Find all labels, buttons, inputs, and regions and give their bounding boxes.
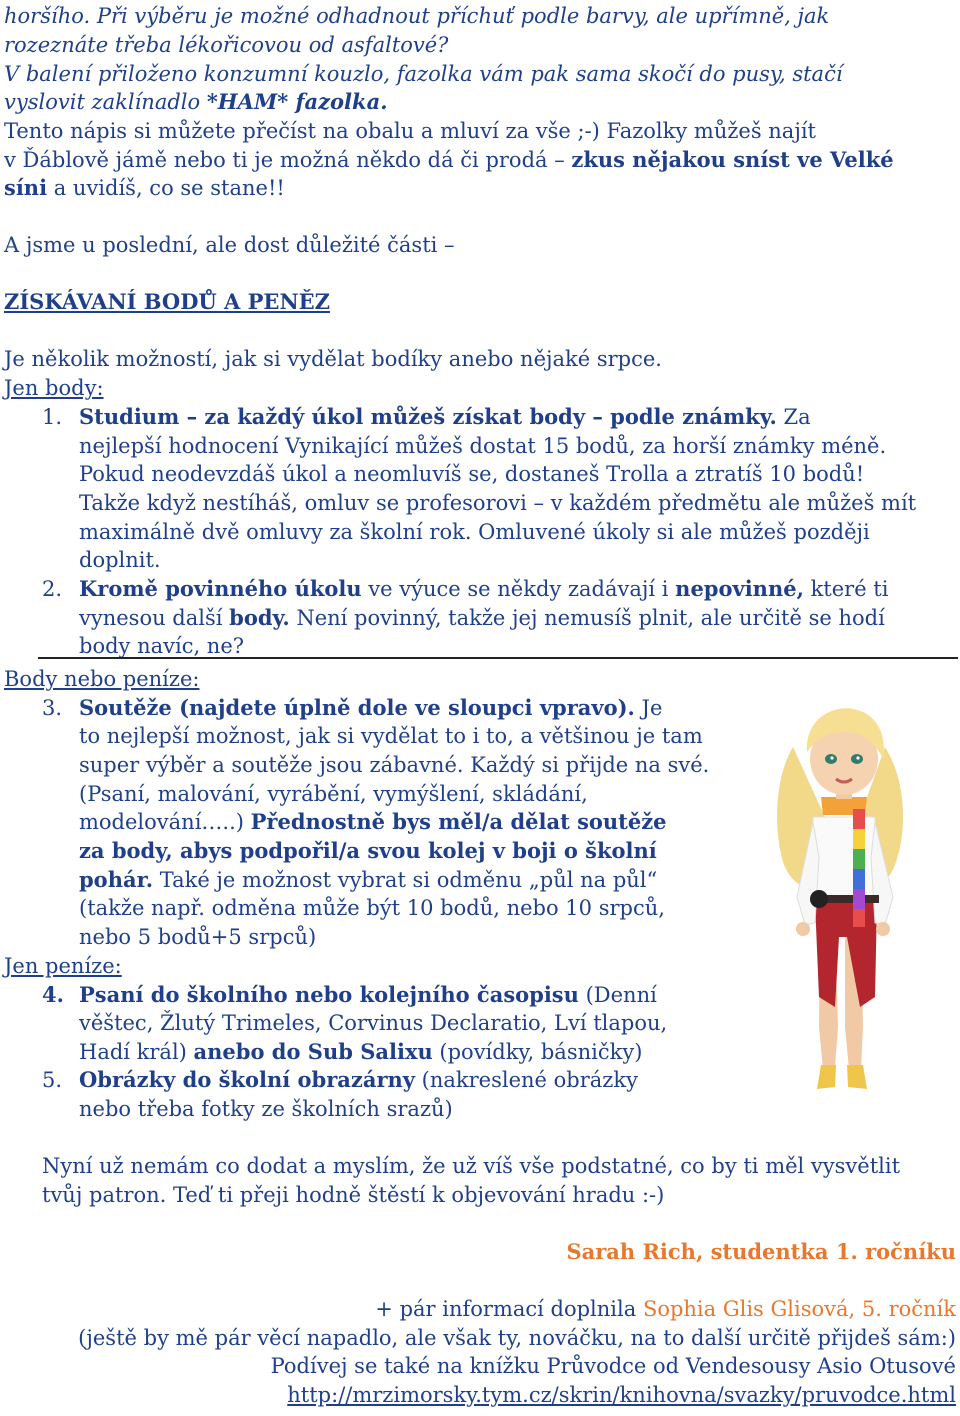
item-text: Není povinný, takže jej nemusíš plnit, ale určitě se hodí	[289, 606, 885, 630]
intro-line-4	[4, 88, 388, 117]
item-text: (nakreslené obrázky	[414, 1068, 638, 1092]
bold-text: Kromě povinného úkolu	[79, 576, 362, 601]
item-3-line-7	[79, 866, 657, 895]
credit-name: Sophia Glis Glisová, 5. ročník	[642, 1297, 956, 1321]
bold-text: zkus nějakou sníst ve Velké	[571, 147, 894, 172]
item-2-line-3: body navíc, ne?	[79, 634, 245, 658]
section-heading: ZÍSKÁVANÍ BODŮ A PENĚZ	[4, 289, 330, 314]
guide-link[interactable]: http://mrzimorsky.tym.cz/skrin/knihovna/svazky/pruvodce.html	[287, 1383, 956, 1407]
credit-prefix: + pár informací doplnila	[375, 1297, 643, 1321]
item-1-line-4: Takže když nestíháš, omluv se profesorovi – v každém předmětu ale můžeš mít	[79, 491, 917, 515]
bold-text: Psaní do školního nebo kolejního časopisu	[79, 982, 579, 1007]
item-3-line-1	[79, 694, 662, 723]
item-1-line-6: doplnit.	[79, 548, 161, 572]
item-1-line-5: maximálně dvě omluvy za školní rok. Omluvené úkoly si ale můžeš později	[79, 520, 870, 544]
bold-text: pohár.	[79, 867, 154, 892]
intro-text: vyslovit zaklínadlo	[4, 90, 207, 114]
section-intro: Je několik možností, jak si vydělat bodíky anebo nějaké srpce.	[4, 347, 662, 371]
item-text: které ti	[803, 577, 889, 601]
bold-text: Přednostně bys měl/a dělat soutěže	[250, 809, 667, 834]
item-2-number: 2.	[42, 577, 63, 601]
subheading-jen-penize: Jen peníze:	[4, 954, 122, 978]
item-3-line-9: nebo 5 bodů+5 srpců)	[79, 925, 317, 949]
item-1-line-2: nejlepší hodnocení Vynikající můžeš dostat 15 bodů, za horší známky méně.	[79, 434, 887, 458]
item-text: (povídky, básničky)	[432, 1040, 643, 1064]
item-3-line-5	[79, 808, 667, 837]
item-3-line-8: (takže např. odměna může být 10 bodů, nebo 10 srpců,	[79, 896, 665, 920]
item-4-line-2: věštec, Žlutý Trimeles, Corvinus Declaratio, Lví tlapou,	[79, 1011, 668, 1035]
item-4-line-3	[79, 1038, 642, 1067]
intro-line-7	[4, 174, 285, 203]
intro-line-5: Tento nápis si můžete přečíst na obalu a mluví za vše ;-) Fazolky můžeš najít	[4, 119, 816, 143]
item-text: Také je možnost vybrat si odměnu „půl na půl“	[153, 868, 658, 892]
bold-text: síni	[4, 175, 48, 200]
section-lead: A jsme u poslední, ale dost důležité části –	[4, 233, 455, 257]
bold-text: Obrázky do školní obrazárny	[79, 1067, 415, 1092]
item-4-line-1	[79, 981, 657, 1010]
bold-text: Soutěže (najdete úplně dole ve sloupci vpravo).	[79, 695, 635, 720]
intro-line-3: V balení přiloženo konzumní kouzlo, fazolka vám pak sama skočí do pusy, stačí	[4, 62, 843, 86]
item-4-number: 4.	[42, 982, 64, 1007]
author-signature: Sarah Rich, studentka 1. ročníku	[566, 1239, 956, 1264]
intro-line-2: rozeznáte třeba lékořicovou od asfaltové?	[4, 33, 449, 57]
item-3-number: 3.	[42, 696, 63, 720]
guide-link-line	[287, 1381, 956, 1410]
item-text: Za	[776, 405, 811, 429]
subheading-jen-body: Jen body:	[4, 376, 104, 400]
subheading-body-nebo-penize: Body nebo peníze:	[4, 667, 200, 691]
intro-text: v Ďáblově jámě nebo ti je možná někdo dá či prodá –	[4, 148, 572, 172]
item-5-line-1	[79, 1066, 638, 1095]
closing-line-2: tvůj patron. Teď ti přeji hodně štěstí k objevování hradu :-)	[42, 1183, 665, 1207]
intro-text: a uvidíš, co se stane!!	[47, 176, 285, 200]
closing-line-1: Nyní už nemám co dodat a myslím, že už víš vše podstatné, co by ti měl vysvětlit	[42, 1154, 901, 1178]
item-3-line-4: (Psaní, malování, vyrábění, vymýšlení, skládání,	[79, 782, 588, 806]
bold-text: anebo do Sub Salixu	[193, 1039, 433, 1064]
item-1-number: 1.	[42, 405, 63, 429]
bold-text: nepovinné,	[675, 576, 804, 601]
item-text: (Denní	[578, 983, 657, 1007]
note-line: (ještě by mě pár věcí napadlo, ale však ty, nováčku, na to další určitě přijdeš sám:)	[78, 1326, 956, 1350]
item-text: Hadí král)	[79, 1040, 194, 1064]
credit-line	[375, 1295, 956, 1324]
item-5-line-2: nebo třeba fotky ze školních srazů)	[79, 1097, 453, 1121]
bold-text: Studium – za každý úkol můžeš získat body – podle známky.	[79, 404, 777, 429]
item-3-line-6: za body, abys podpořil/a svou kolej v boji o školní	[79, 838, 657, 863]
intro-line-1: horšího. Při výběru je možné odhadnout příchuť podle barvy, ale upřímně, jak	[4, 4, 830, 28]
intro-line-6	[4, 146, 894, 175]
item-3-line-2: to nejlepší možnost, jak si vydělat to i to, a většinou je tam	[79, 724, 703, 748]
horizontal-rule	[38, 657, 958, 659]
item-2-line-1	[79, 575, 888, 604]
bold-text: body.	[229, 605, 290, 630]
item-1-line-3: Pokud neodevzdáš úkol a neomluvíš se, dostaneš Trolla a ztratíš 10 bodů!	[79, 462, 865, 486]
spell-text: *HAM* fazolka.	[206, 89, 388, 114]
item-2-line-2	[79, 604, 885, 633]
see-also-line: Podívej se také na knížku Průvodce od Vendesousy Asio Otusové	[270, 1354, 956, 1378]
item-text: vynesou další	[79, 606, 230, 630]
item-text: Je	[634, 696, 663, 720]
item-text: ve výuce se někdy zadávají i	[361, 577, 676, 601]
item-1-line-1	[79, 403, 811, 432]
item-text: modelování…..)	[79, 810, 251, 834]
item-5-number: 5.	[42, 1068, 63, 1092]
item-3-line-3: super výběr a soutěže jsou zábavné. Každý si přijde na své.	[79, 753, 710, 777]
doll-illustration	[735, 697, 960, 1115]
